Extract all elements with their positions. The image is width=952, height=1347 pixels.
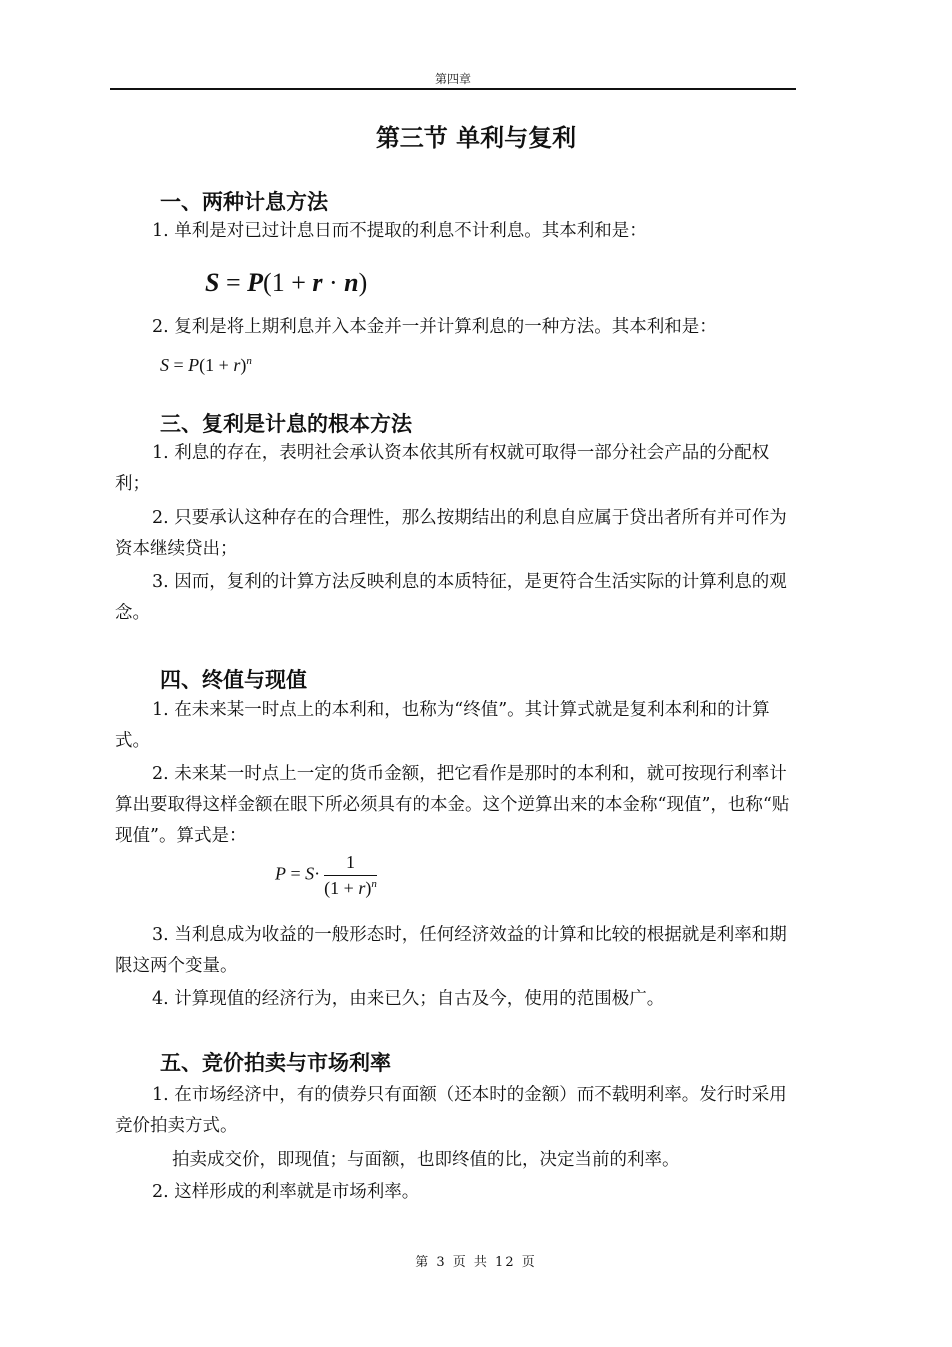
paragraph: 1. 在市场经济中，有的债券只有面额（还本时的金额）而不载明利率。发行时采用竞价拍卖方式。 [115, 1085, 787, 1136]
paragraph: 3. 因而，复利的计算方法反映利息的本质特征，是更符合生活实际的计算利息的观念。 [115, 572, 787, 623]
paragraph: 2. 这样形成的利率就是市场利率。 [152, 1182, 420, 1202]
formula-simple-interest: S = P(1 + r · n) [205, 268, 368, 297]
page-number-footer: 第 3 页 共 12 页 [415, 1255, 537, 1270]
heading-two-interest-methods: 一、两种计息方法 [160, 190, 328, 214]
heading-auction-market-rate: 五、竞价拍卖与市场利率 [160, 1051, 391, 1075]
formula-present-value: P = S· $\frac{1}{(1 + r)^n}$ [275, 852, 377, 898]
formula-compound-interest: $S = P(1 + r)^n$ [160, 355, 252, 375]
paragraph: 2. 复利是将上期利息并入本金并一并计算利息的一种方法。其本利和是： [152, 317, 717, 337]
paragraph: 4. 计算现值的经济行为，由来已久；自古及今，使用的范围极广。 [152, 989, 665, 1009]
fraction: $\frac{1}{(1 + r)^n}$ [324, 852, 377, 898]
paragraph: 2. 未来某一时点上一定的货币金额，把它看作是那时的本利和，就可按现行利率计算出要取得这样金额在眼下所必须具有的本金。这个逆算出来的本金称“现值”，也称“贴现值”。算式是： [115, 764, 790, 846]
running-header: 第四章 [434, 72, 471, 86]
paragraph: 1. 在未来某一时点上的本利和，也称为“终值”。其计算式就是复利本利和的计算式。 [115, 700, 770, 751]
paragraph: 2. 只要承认这种存在的合理性，那么按期结出的利息自应属于贷出者所有并可作为资本继续贷出； [115, 508, 787, 559]
heading-future-present-value: 四、终值与现值 [160, 668, 307, 692]
paragraph: 3. 当利息成为收益的一般形态时，任何经济效益的计算和比较的根据就是利率和期限这两个变量。 [115, 925, 787, 976]
paragraph: 拍卖成交价，即现值；与面额，也即终值的比，决定当前的利率。 [172, 1150, 680, 1170]
paragraph: 1. 利息的存在，表明社会承认资本依其所有权就可取得一部分社会产品的分配权利； [115, 443, 770, 494]
section-title: 第三节 单利与复利 [375, 124, 577, 152]
header-rule [110, 88, 796, 90]
heading-compound-is-fundamental: 三、复利是计息的根本方法 [160, 412, 412, 436]
paragraph: 1. 单利是对已过计息日而不提取的利息不计利息。其本利和是： [152, 221, 647, 241]
